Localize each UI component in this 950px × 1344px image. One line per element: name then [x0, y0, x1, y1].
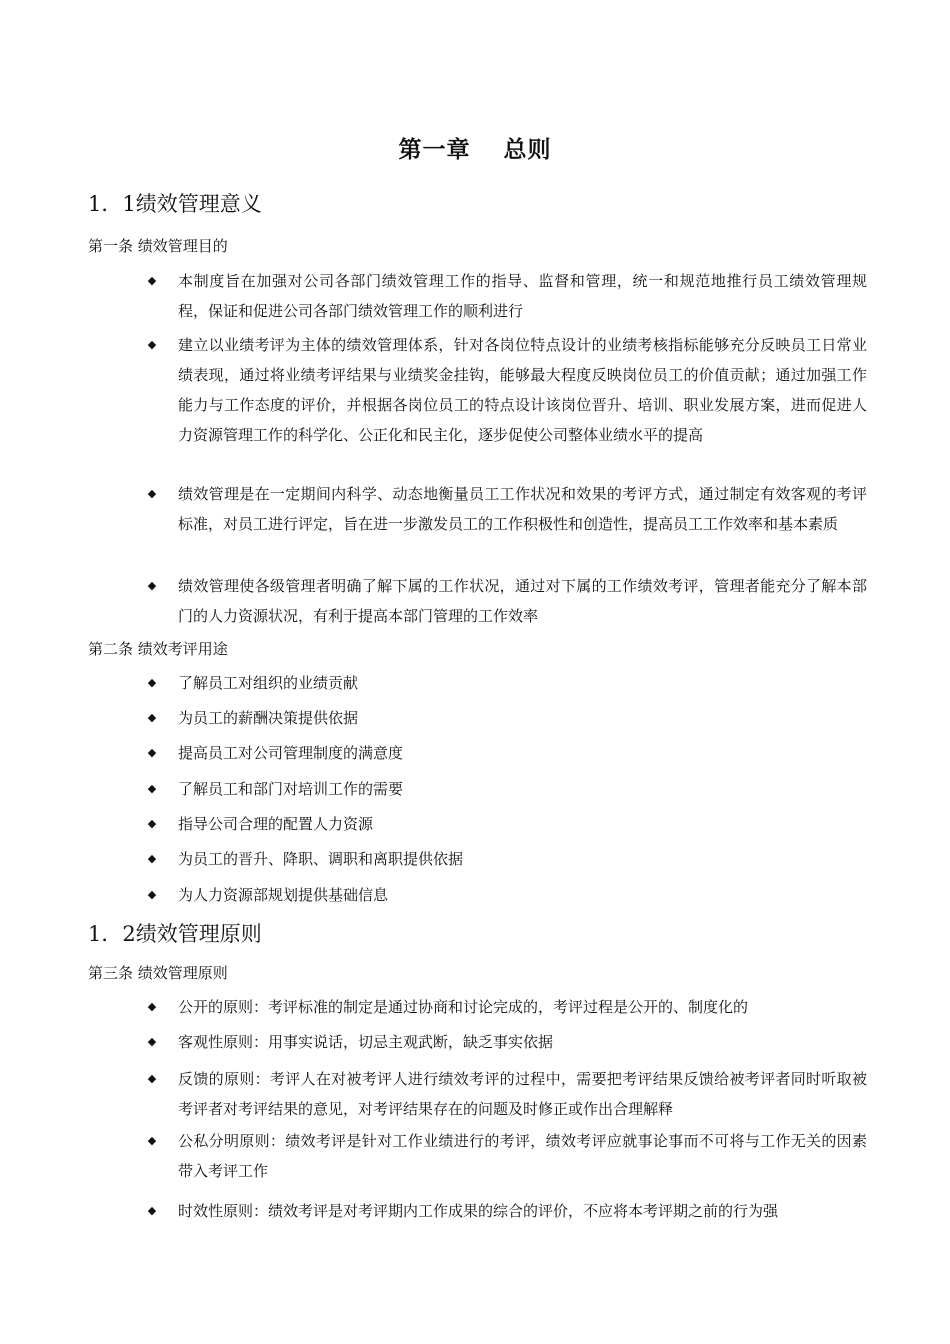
- list-item: [145, 774, 867, 804]
- list-item-text: 提高员工对公司管理制度的满意度: [178, 744, 404, 762]
- list-item: [145, 992, 867, 1022]
- diamond-bullet-icon: ◆: [147, 711, 157, 724]
- diamond-bullet-icon: ◆: [147, 579, 157, 592]
- list-item: [145, 668, 867, 698]
- list-item-text: 公私分明原则：绩效考评是针对工作业绩进行的考评，绩效考评应就事论事而不可将与工作无关的因素带入考评工作: [178, 1132, 867, 1180]
- list-item: [145, 703, 867, 733]
- section-heading-1-2: 1．2绩效管理原则: [88, 922, 262, 946]
- list-item: [145, 266, 867, 326]
- list-item-text: 客观性原则：用事实说话，切忌主观武断，缺乏事实依据: [178, 1033, 554, 1051]
- list-item-text: 指导公司合理的配置人力资源: [178, 815, 374, 833]
- diamond-bullet-icon: ◆: [147, 1134, 157, 1147]
- section-heading-1-1: 1．1绩效管理意义: [88, 192, 262, 216]
- diamond-bullet-icon: ◆: [147, 888, 157, 901]
- list-item-text: 公开的原则：考评标准的制定是通过协商和讨论完成的，考评过程是公开的、制度化的: [178, 998, 749, 1016]
- diamond-bullet-icon: ◆: [147, 1204, 157, 1217]
- list-item-text: 反馈的原则：考评人在对被考评人进行绩效考评的过程中，需要把考评结果反馈给被考评者同时听取被考评者对考评结果的意见，对考评结果存在的问题及时修正或作出合理解释: [178, 1070, 867, 1118]
- diamond-bullet-icon: ◆: [147, 852, 157, 865]
- list-item-text: 了解员工和部门对培训工作的需要: [178, 780, 404, 798]
- diamond-bullet-icon: ◆: [147, 1035, 157, 1048]
- article-2-title: 第二条 绩效考评用途: [88, 640, 228, 658]
- diamond-bullet-icon: ◆: [147, 1000, 157, 1013]
- article-3-title: 第三条 绩效管理原则: [88, 964, 228, 982]
- diamond-bullet-icon: ◆: [147, 746, 157, 759]
- list-item-text: 绩效管理使各级管理者明确了解下属的工作状况，通过对下属的工作绩效考评，管理者能充分了解本部门的人力资源状况，有利于提高本部门管理的工作效率: [178, 577, 867, 625]
- list-item-text: 本制度旨在加强对公司各部门绩效管理工作的指导、监督和管理，统一和规范地推行员工绩效管理规程，保证和促进公司各部门绩效管理工作的顺利进行: [178, 272, 867, 320]
- list-item-text: 了解员工对组织的业绩贡献: [178, 674, 359, 692]
- article-1-title: 第一条 绩效管理目的: [88, 237, 228, 255]
- list-item-text: 绩效管理是在一定期间内科学、动态地衡量员工工作状况和效果的考评方式，通过制定有效客观的考评标准，对员工进行评定，旨在进一步激发员工的工作积极性和创造性，提高员工工作效率和基本素质: [178, 485, 867, 533]
- list-item: [145, 809, 867, 839]
- list-item: [145, 880, 867, 910]
- diamond-bullet-icon: ◆: [147, 676, 157, 689]
- diamond-bullet-icon: ◆: [147, 817, 157, 830]
- list-item: [145, 479, 867, 539]
- list-item-text: 为人力资源部规划提供基础信息: [178, 886, 389, 904]
- list-item-text: 为员工的薪酬决策提供依据: [178, 709, 359, 727]
- chapter-title: 第一章 总则: [398, 136, 552, 163]
- list-item: [145, 571, 867, 631]
- diamond-bullet-icon: ◆: [147, 338, 157, 351]
- diamond-bullet-icon: ◆: [147, 782, 157, 795]
- list-item: [145, 738, 867, 768]
- list-item: [145, 1126, 867, 1186]
- diamond-bullet-icon: ◆: [147, 274, 157, 287]
- list-item-text: 时效性原则：绩效考评是对考评期内工作成果的综合的评价，不应将本考评期之前的行为强: [178, 1202, 779, 1220]
- list-item-text: 为员工的晋升、降职、调职和离职提供依据: [178, 850, 464, 868]
- diamond-bullet-icon: ◆: [147, 487, 157, 500]
- list-item-text: 建立以业绩考评为主体的绩效管理体系，针对各岗位特点设计的业绩考核指标能够充分反映员工日常业绩表现，通过将业绩考评结果与业绩奖金挂钩，能够最大程度反映岗位员工的价值贡献；通过加强工作能力与工作态度的评价，并根据各岗位员工的特点设计该岗位晋升、培训、职业发展方案，进而促进人力资源管理工作的科学化、公正化和民主化，逐步促使公司整体业绩水平的提高: [178, 336, 867, 444]
- list-item: [145, 1064, 867, 1124]
- list-item: [145, 1196, 867, 1226]
- list-item: [145, 330, 867, 450]
- list-item: [145, 844, 867, 874]
- diamond-bullet-icon: ◆: [147, 1072, 157, 1085]
- list-item: [145, 1027, 867, 1057]
